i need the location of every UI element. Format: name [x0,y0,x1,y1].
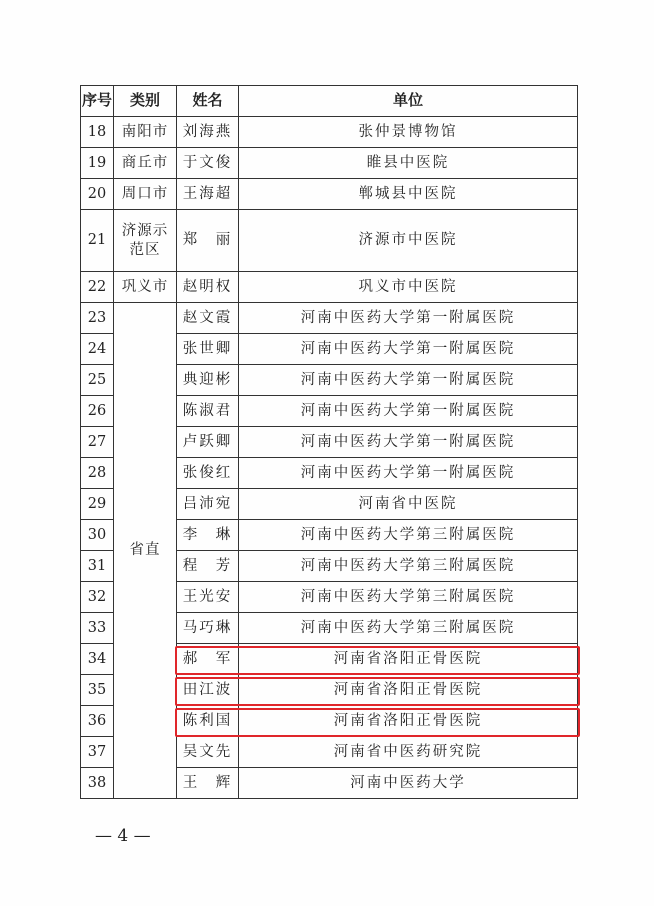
row-name: 马巧琳 [177,613,239,644]
row-category: 商丘市 [114,148,177,179]
row-unit: 河南中医药大学第三附属医院 [239,520,578,551]
row-unit: 河南中医药大学第一附属医院 [239,396,578,427]
row-number: 26 [81,396,114,427]
row-number: 29 [81,489,114,520]
row-number: 32 [81,582,114,613]
row-unit: 河南中医药大学 [239,768,578,799]
row-category: 巩义市 [114,272,177,303]
row-unit: 河南中医药大学第一附属医院 [239,458,578,489]
table-row [81,179,578,210]
row-name: 李 琳 [177,520,239,551]
page-number: — 4 — [95,826,151,846]
row-unit: 河南中医药大学第三附属医院 [239,613,578,644]
row-number: 19 [81,148,114,179]
row-unit: 睢县中医院 [239,148,578,179]
table-row [81,210,578,272]
row-number: 25 [81,365,114,396]
row-unit: 河南省洛阳正骨医院 [239,706,578,737]
row-unit: 济源市中医院 [239,210,578,272]
row-category: 周口市 [114,179,177,210]
row-unit: 河南省洛阳正骨医院 [239,644,578,675]
header-unit: 单位 [239,86,578,117]
row-unit: 河南中医药大学第一附属医院 [239,365,578,396]
row-name: 卢跃卿 [177,427,239,458]
row-unit: 河南省洛阳正骨医院 [239,675,578,706]
table-row [81,148,578,179]
row-unit: 郸城县中医院 [239,179,578,210]
row-category: 南阳市 [114,117,177,148]
row-name: 郑 丽 [177,210,239,272]
row-category: 济源示范区 [114,210,177,272]
header-no: 序号 [81,86,114,117]
row-unit: 河南中医药大学第一附属医院 [239,427,578,458]
row-number: 38 [81,768,114,799]
row-number: 27 [81,427,114,458]
row-name: 吕沛宛 [177,489,239,520]
row-name: 赵明权 [177,272,239,303]
row-number: 30 [81,520,114,551]
row-name: 张俊红 [177,458,239,489]
row-unit: 巩义市中医院 [239,272,578,303]
row-name: 赵文霞 [177,303,239,334]
row-name: 吴文先 [177,737,239,768]
row-name: 于文俊 [177,148,239,179]
row-name: 程 芳 [177,551,239,582]
row-name: 王光安 [177,582,239,613]
row-number: 22 [81,272,114,303]
row-number: 24 [81,334,114,365]
table-row [81,272,578,303]
row-number: 37 [81,737,114,768]
row-unit: 河南中医药大学第三附属医院 [239,582,578,613]
table-row [81,303,578,334]
table-header-row [81,86,578,117]
row-name: 王海超 [177,179,239,210]
header-name: 姓名 [177,86,239,117]
row-unit: 河南中医药大学第一附属医院 [239,334,578,365]
row-number: 36 [81,706,114,737]
row-number: 31 [81,551,114,582]
row-number: 18 [81,117,114,148]
row-number: 21 [81,210,114,272]
row-unit: 河南省中医院 [239,489,578,520]
row-name: 郝 军 [177,644,239,675]
row-number: 33 [81,613,114,644]
row-number: 20 [81,179,114,210]
row-unit: 河南中医药大学第三附属医院 [239,551,578,582]
row-number: 34 [81,644,114,675]
row-name: 陈利国 [177,706,239,737]
row-name: 典迎彬 [177,365,239,396]
row-category-merged: 省直 [114,303,177,799]
row-unit: 河南省中医药研究院 [239,737,578,768]
row-name: 王 辉 [177,768,239,799]
row-number: 23 [81,303,114,334]
header-category: 类别 [114,86,177,117]
personnel-table [80,85,578,799]
row-name: 刘海燕 [177,117,239,148]
row-name: 田江波 [177,675,239,706]
row-name: 陈淑君 [177,396,239,427]
table-row [81,117,578,148]
row-unit: 河南中医药大学第一附属医院 [239,303,578,334]
row-number: 35 [81,675,114,706]
row-name: 张世卿 [177,334,239,365]
row-unit: 张仲景博物馆 [239,117,578,148]
row-number: 28 [81,458,114,489]
